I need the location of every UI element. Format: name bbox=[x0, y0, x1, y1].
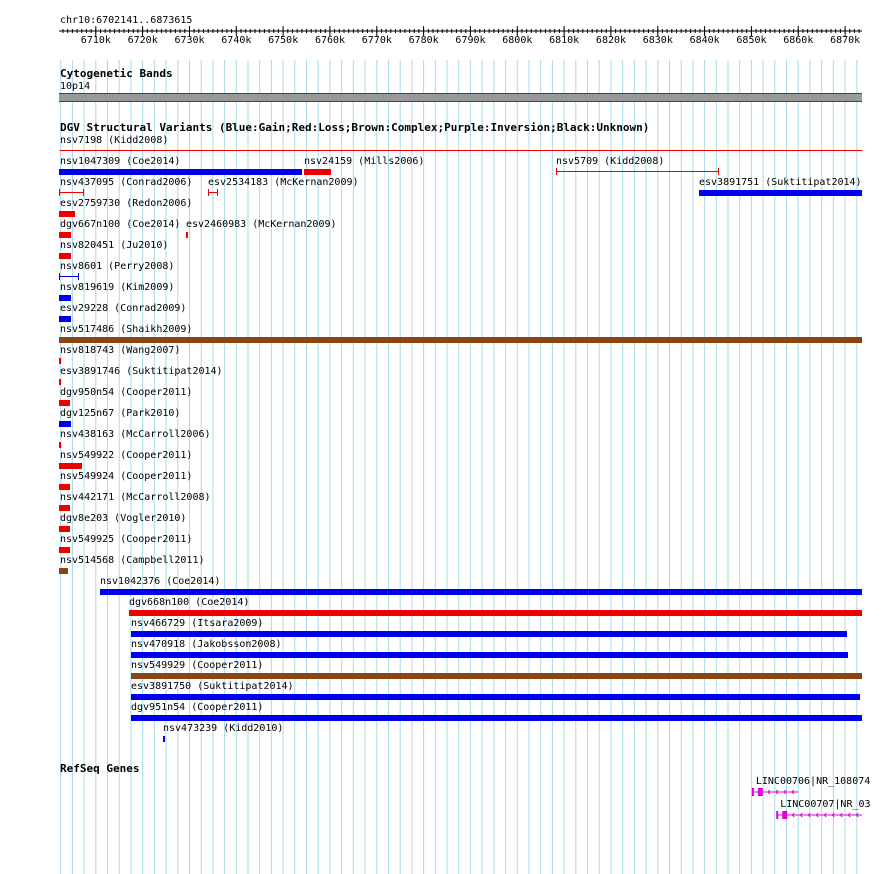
dgv-variant-label[interactable]: nsv466729 (Itsara2009) bbox=[131, 618, 264, 629]
refseq-genes-track-title: RefSeq Genes bbox=[60, 762, 140, 775]
ruler-tick-label: 6730k bbox=[174, 35, 205, 46]
dgv-variant-label[interactable]: nsv549922 (Cooper2011) bbox=[60, 450, 193, 461]
dgv-variant-label[interactable]: nsv24159 (Mills2006) bbox=[304, 156, 425, 167]
dgv-variant-label[interactable]: nsv549929 (Cooper2011) bbox=[131, 660, 264, 671]
refseq-gene-label[interactable]: LINC00706|NR_108074 bbox=[755, 776, 871, 787]
cytogenetic-bands-track-title: Cytogenetic Bands bbox=[60, 67, 173, 80]
dgv-variant-label[interactable]: nsv514568 (Campbell2011) bbox=[60, 555, 205, 566]
dgv-variant-label[interactable]: nsv517486 (Shaikh2009) bbox=[60, 324, 193, 335]
dgv-variant-label[interactable]: dgv950n54 (Cooper2011) bbox=[60, 387, 193, 398]
refseq-gene-label[interactable]: LINC00707|NR_03 bbox=[780, 799, 871, 810]
ruler-tick-label: 6840k bbox=[689, 35, 720, 46]
ruler-tick-label: 6750k bbox=[268, 35, 299, 46]
dgv-variant-label[interactable]: nsv470918 (Jakobsson2008) bbox=[131, 639, 282, 650]
dgv-variant-label[interactable]: nsv442171 (McCarroll2008) bbox=[60, 492, 211, 503]
dgv-variant-label[interactable]: nsv7198 (Kidd2008) bbox=[60, 135, 169, 146]
cytoband-label-10p14[interactable]: 10p14 bbox=[60, 81, 91, 92]
dgv-variant-label[interactable]: nsv473239 (Kidd2010) bbox=[163, 723, 284, 734]
dgv-variant-label[interactable]: nsv819619 (Kim2009) bbox=[60, 282, 175, 293]
dgv-variant-label[interactable]: dgv951n54 (Cooper2011) bbox=[131, 702, 264, 713]
dgv-variant-label[interactable]: nsv5709 (Kidd2008) bbox=[556, 156, 665, 167]
dgv-variant-label[interactable]: esv3891751 (Suktitipat2014) bbox=[699, 177, 862, 188]
dgv-variant-label[interactable]: esv29228 (Conrad2009) bbox=[60, 303, 187, 314]
ruler-tick-label: 6810k bbox=[549, 35, 580, 46]
ruler-tick-label: 6710k bbox=[80, 35, 111, 46]
dgv-variant-label[interactable]: nsv549925 (Cooper2011) bbox=[60, 534, 193, 545]
dgv-variant-label[interactable]: esv2460983 (McKernan2009) bbox=[186, 219, 337, 230]
dgv-track-title: DGV Structural Variants (Blue:Gain;Red:Loss;Brown:Complex;Purple:Inversion;Black:Unknown) bbox=[60, 121, 650, 134]
dgv-variant-label[interactable]: nsv818743 (Wang2007) bbox=[60, 345, 181, 356]
ruler-tick-label: 6800k bbox=[502, 35, 533, 46]
refseq-gene-model[interactable] bbox=[776, 811, 862, 819]
ruler-tick-label: 6760k bbox=[314, 35, 346, 46]
dgv-variant-label[interactable]: nsv549924 (Cooper2011) bbox=[60, 471, 193, 482]
ruler-tick-label: 6780k bbox=[408, 35, 439, 46]
ruler-tick-label: 6770k bbox=[361, 35, 392, 46]
dgv-variant-label[interactable]: dgv667n100 (Coe2014) bbox=[60, 219, 181, 230]
dgv-variant-label[interactable]: nsv1042376 (Coe2014) bbox=[100, 576, 221, 587]
dgv-variant-label[interactable]: esv3891750 (Suktitipat2014) bbox=[131, 681, 294, 692]
dgv-variant-label[interactable]: dgv668n100 (Coe2014) bbox=[129, 597, 250, 608]
dgv-variant-label[interactable]: nsv437095 (Conrad2006) bbox=[60, 177, 193, 188]
dgv-variant-label[interactable]: nsv1047309 (Coe2014) bbox=[60, 156, 181, 167]
dgv-variant-label[interactable]: nsv438163 (McCarroll2006) bbox=[60, 429, 211, 440]
ruler-tick-label: 6870k bbox=[830, 35, 861, 46]
dgv-variant-label[interactable]: esv3891746 (Suktitipat2014) bbox=[60, 366, 223, 377]
ruler-tick-label: 6860k bbox=[783, 35, 814, 46]
ruler-tick-label: 6830k bbox=[642, 35, 673, 46]
dgv-variant-label[interactable]: nsv820451 (Ju2010) bbox=[60, 240, 169, 251]
ruler-tick-label: 6720k bbox=[127, 35, 158, 46]
ruler-tick-label: 6850k bbox=[736, 35, 767, 46]
refseq-gene-model[interactable] bbox=[752, 788, 798, 796]
dgv-variant-label[interactable]: esv2534183 (McKernan2009) bbox=[208, 177, 359, 188]
dgv-variant-label[interactable]: esv2759730 (Redon2006) bbox=[60, 198, 193, 209]
dgv-variant-label[interactable]: dgv125n67 (Park2010) bbox=[60, 408, 181, 419]
ruler-tick-label: 6790k bbox=[455, 35, 486, 46]
position-label: chr10:6702141..6873615 bbox=[60, 15, 193, 26]
dgv-variant-label[interactable]: nsv8601 (Perry2008) bbox=[60, 261, 175, 272]
ruler-tick-label: 6740k bbox=[221, 35, 252, 46]
dgv-variant-label[interactable]: dgv8e203 (Vogler2010) bbox=[60, 513, 187, 524]
ruler-tick-label: 6820k bbox=[595, 35, 627, 46]
